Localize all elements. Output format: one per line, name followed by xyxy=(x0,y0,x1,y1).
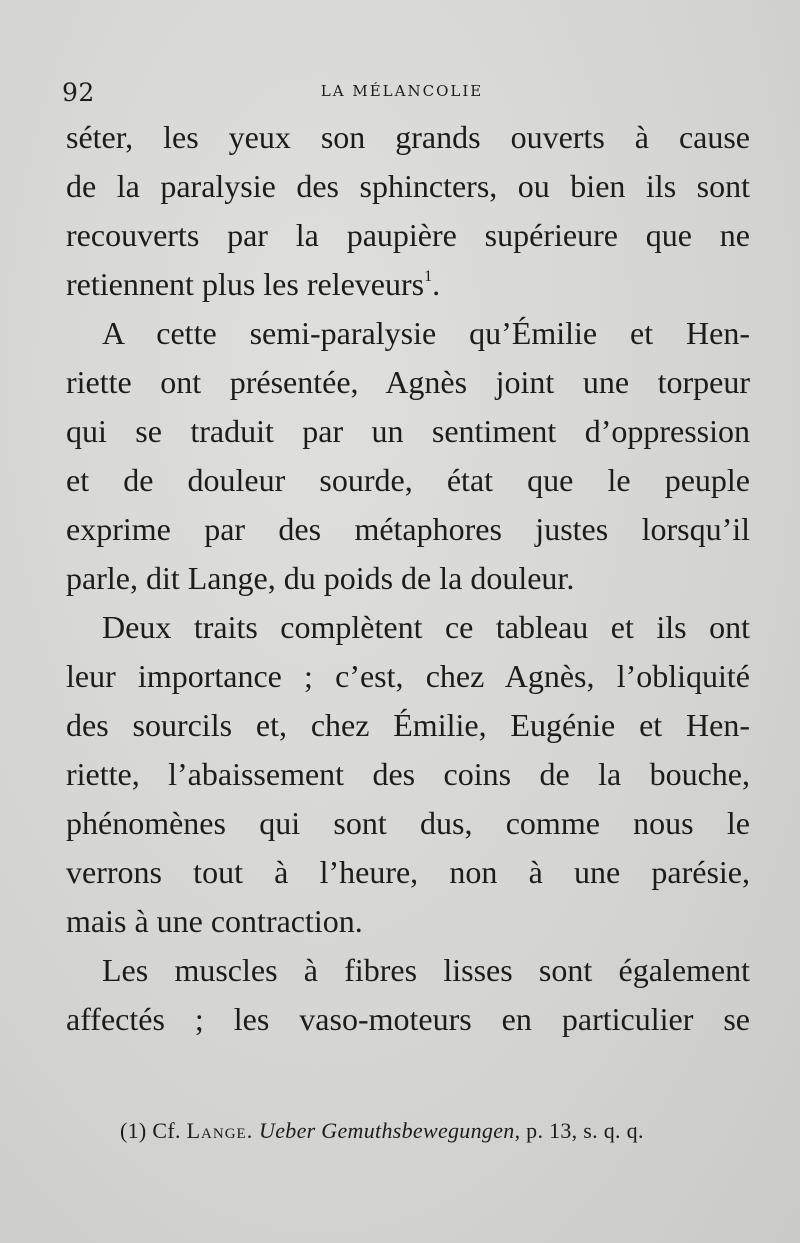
footnote xyxy=(120,1118,740,1144)
footnote-marker: (1) xyxy=(120,1118,147,1143)
text-line: et de douleur sourde, état que le peuple xyxy=(66,462,750,498)
text-line: qui se traduit par un sentiment d’oppression xyxy=(66,413,750,449)
text-line: Deux traits complètent ce tableau et ils ont xyxy=(102,609,750,645)
text-line: Les muscles à fibres lisses sont également xyxy=(102,952,750,988)
text-line: séter, les yeux son grands ouverts à cause xyxy=(66,119,750,155)
text-line: des sourcils et, chez Émilie, Eugénie et Hen- xyxy=(66,707,750,743)
footnote-prefix: Cf. xyxy=(152,1118,181,1143)
text-line: parle, dit Lange, du poids de la douleur. xyxy=(66,560,575,596)
body-text xyxy=(66,113,750,1044)
text-line: exprime par des métaphores justes lorsqu’il xyxy=(66,511,750,547)
paragraph-1 xyxy=(66,113,750,309)
text-line: verrons tout à l’heure, non à une parésie, xyxy=(66,854,750,890)
running-title: LA MÉLANCOLIE xyxy=(320,82,484,100)
text-line xyxy=(66,260,750,309)
text-line: affectés ; les vaso-moteurs en particulier se xyxy=(66,1001,750,1037)
text-line: A cette semi-paralysie qu’Émilie et Hen- xyxy=(102,315,750,351)
text-line: mais à une contraction. xyxy=(66,903,363,939)
text-line: de la paralysie des sphincters, ou bien ils sont xyxy=(66,168,750,204)
paragraph-4 xyxy=(66,946,750,1044)
footnote-work-title: Ueber Gemuthsbewegungen xyxy=(259,1118,515,1143)
footnote-author: Lange. xyxy=(186,1118,254,1143)
paragraph-3 xyxy=(66,603,750,946)
text-fragment: . xyxy=(432,266,441,302)
text-line: recouverts par la paupière supérieure que ne xyxy=(66,217,750,253)
text-line: leur importance ; c’est, chez Agnès, l’obliquité xyxy=(66,658,750,694)
page-number: 92 xyxy=(62,78,95,107)
footnote-reference: 1 xyxy=(424,268,433,285)
text-fragment: retiennent plus les releveurs xyxy=(66,266,425,302)
footnote-location: , p. 13, s. q. q. xyxy=(514,1118,644,1143)
text-line: riette, l’abaissement des coins de la bouche, xyxy=(66,756,750,792)
text-line: riette ont présentée, Agnès joint une torpeur xyxy=(66,364,750,400)
text-line: phénomènes qui sont dus, comme nous le xyxy=(66,805,750,841)
paragraph-2 xyxy=(66,309,750,603)
page-header xyxy=(62,78,742,114)
